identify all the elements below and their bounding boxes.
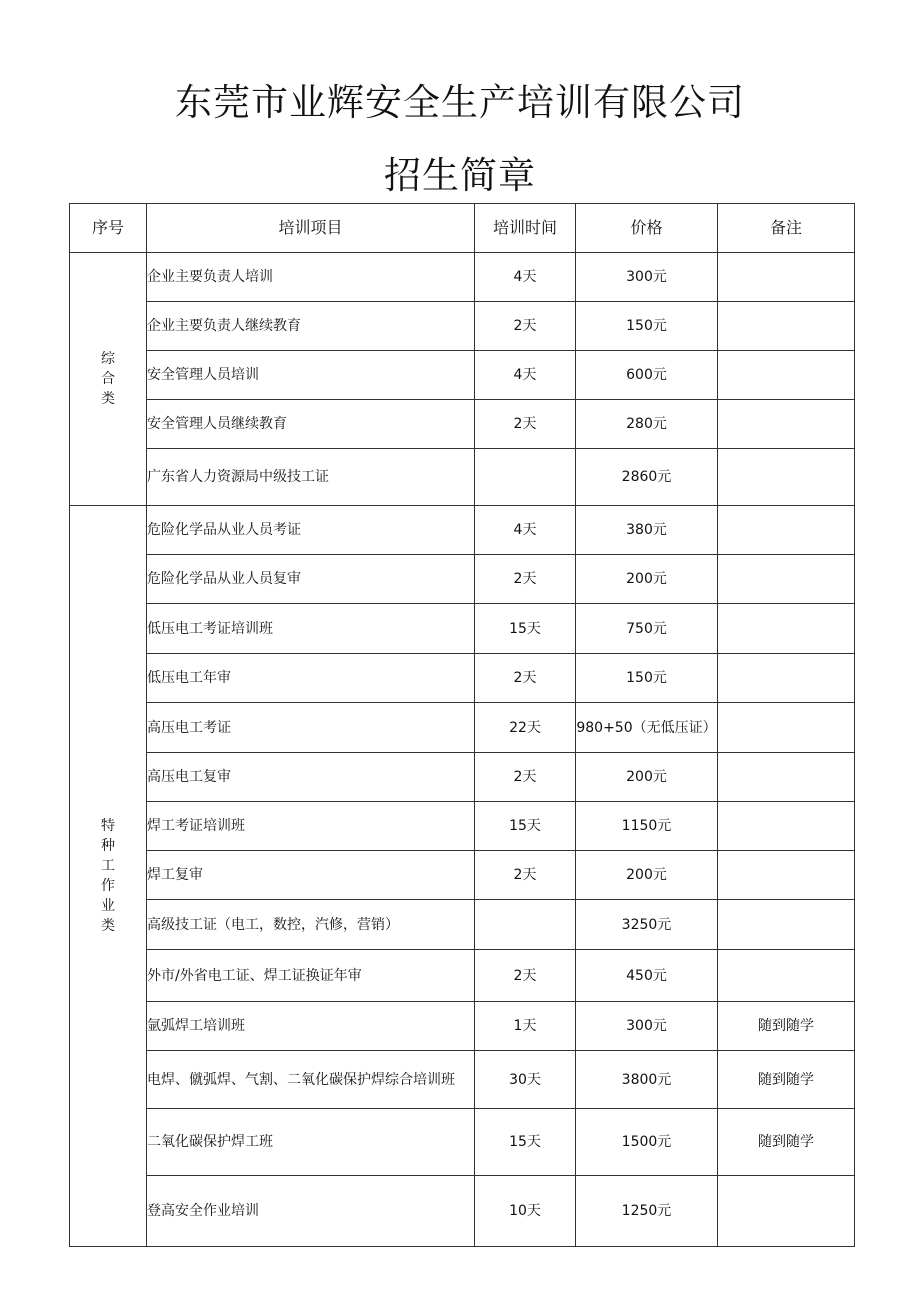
header-note: 备注 (718, 204, 855, 253)
note-cell (718, 351, 855, 400)
table-row (70, 802, 855, 851)
price-cell: 3250元 (576, 900, 718, 950)
table-row (70, 351, 855, 400)
table-row (70, 302, 855, 351)
duration-cell: 2天 (475, 753, 576, 802)
header-duration: 培训时间 (475, 204, 576, 253)
note-cell (718, 950, 855, 1002)
table-row (70, 1109, 855, 1176)
table-row (70, 1051, 855, 1109)
price-cell: 300元 (576, 1002, 718, 1051)
course-name-cell: 广东省人力资源局中级技工证 (147, 449, 475, 506)
duration-cell: 2天 (475, 400, 576, 449)
note-cell (718, 753, 855, 802)
duration-cell (475, 449, 576, 506)
course-name-cell: 低压电工考证培训班 (147, 604, 475, 654)
course-name-cell: 外市/外省电工证、焊工证换证年审 (147, 950, 475, 1002)
duration-cell: 15天 (475, 1109, 576, 1176)
duration-cell: 4天 (475, 506, 576, 555)
price-cell: 980+50（无低压证） (576, 703, 718, 753)
course-name-cell: 低压电工年审 (147, 654, 475, 703)
price-cell: 1250元 (576, 1176, 718, 1247)
course-name-cell: 焊工复审 (147, 851, 475, 900)
course-name-cell: 焊工考证培训班 (147, 802, 475, 851)
price-cell: 450元 (576, 950, 718, 1002)
table-row (70, 253, 855, 302)
price-cell: 150元 (576, 302, 718, 351)
note-cell: 随到随学 (718, 1002, 855, 1051)
course-name-cell: 安全管理人员继续教育 (147, 400, 475, 449)
company-title: 东莞市业辉安全生产培训有限公司 (175, 81, 745, 124)
course-name-cell: 二氧化碳保护焊工班 (147, 1109, 475, 1176)
header-item: 培训项目 (147, 204, 475, 253)
note-cell: 随到随学 (718, 1109, 855, 1176)
duration-cell: 2天 (475, 302, 576, 351)
price-cell: 3800元 (576, 1051, 718, 1109)
price-cell: 300元 (576, 253, 718, 302)
table-row (70, 654, 855, 703)
course-name-cell: 安全管理人员培训 (147, 351, 475, 400)
note-cell (718, 900, 855, 950)
price-cell: 1150元 (576, 802, 718, 851)
course-name-cell: 登高安全作业培训 (147, 1176, 475, 1247)
course-name-cell: 企业主要负责人培训 (147, 253, 475, 302)
price-cell: 1500元 (576, 1109, 718, 1176)
table-row (70, 703, 855, 753)
note-cell (718, 802, 855, 851)
table-row (70, 851, 855, 900)
course-name-cell: 危险化学品从业人员考证 (147, 506, 475, 555)
price-cell: 200元 (576, 851, 718, 900)
course-name-cell: 危险化学品从业人员复审 (147, 555, 475, 604)
course-name-cell: 高压电工考证 (147, 703, 475, 753)
note-cell (718, 400, 855, 449)
course-name-cell: 高压电工复审 (147, 753, 475, 802)
category-cell: 综 合 类 (70, 253, 147, 506)
header-price: 价格 (576, 204, 718, 253)
price-cell: 280元 (576, 400, 718, 449)
course-table (69, 203, 855, 1247)
duration-cell: 15天 (475, 802, 576, 851)
note-cell: 随到随学 (718, 1051, 855, 1109)
table-header-row (70, 204, 855, 253)
table-row (70, 555, 855, 604)
table-row (70, 753, 855, 802)
duration-cell: 10天 (475, 1176, 576, 1247)
table-body (70, 253, 855, 1247)
price-cell: 200元 (576, 555, 718, 604)
price-cell: 380元 (576, 506, 718, 555)
duration-cell: 4天 (475, 351, 576, 400)
price-cell: 750元 (576, 604, 718, 654)
duration-cell: 2天 (475, 555, 576, 604)
table-row (70, 1176, 855, 1247)
note-cell (718, 604, 855, 654)
duration-cell: 22天 (475, 703, 576, 753)
table-row (70, 1002, 855, 1051)
duration-cell: 1天 (475, 1002, 576, 1051)
duration-cell: 30天 (475, 1051, 576, 1109)
duration-cell: 2天 (475, 851, 576, 900)
note-cell (718, 302, 855, 351)
table-row (70, 506, 855, 555)
price-cell: 2860元 (576, 449, 718, 506)
course-name-cell: 氩弧焊工培训班 (147, 1002, 475, 1051)
note-cell (718, 449, 855, 506)
note-cell (718, 555, 855, 604)
duration-cell: 4天 (475, 253, 576, 302)
duration-cell: 15天 (475, 604, 576, 654)
category-cell: 特 种 工 作 业 类 (70, 506, 147, 1247)
price-cell: 200元 (576, 753, 718, 802)
note-cell (718, 506, 855, 555)
table-row (70, 950, 855, 1002)
price-cell: 600元 (576, 351, 718, 400)
course-name-cell: 高级技工证（电工，数控，汽修，营销） (147, 900, 475, 950)
note-cell (718, 253, 855, 302)
price-cell: 150元 (576, 654, 718, 703)
duration-cell: 2天 (475, 950, 576, 1002)
note-cell (718, 1176, 855, 1247)
note-cell (718, 851, 855, 900)
table-row (70, 400, 855, 449)
note-cell (718, 654, 855, 703)
page-subtitle: 招生简章 (384, 154, 536, 197)
note-cell (718, 703, 855, 753)
duration-cell (475, 900, 576, 950)
course-name-cell: 企业主要负责人继续教育 (147, 302, 475, 351)
table-row (70, 604, 855, 654)
header-index: 序号 (70, 204, 147, 253)
course-name-cell: 电焊、僦弧焊、气割、二氧化碳保护焊综合培训班 (147, 1051, 475, 1109)
duration-cell: 2天 (475, 654, 576, 703)
table-row (70, 449, 855, 506)
table-row (70, 900, 855, 950)
